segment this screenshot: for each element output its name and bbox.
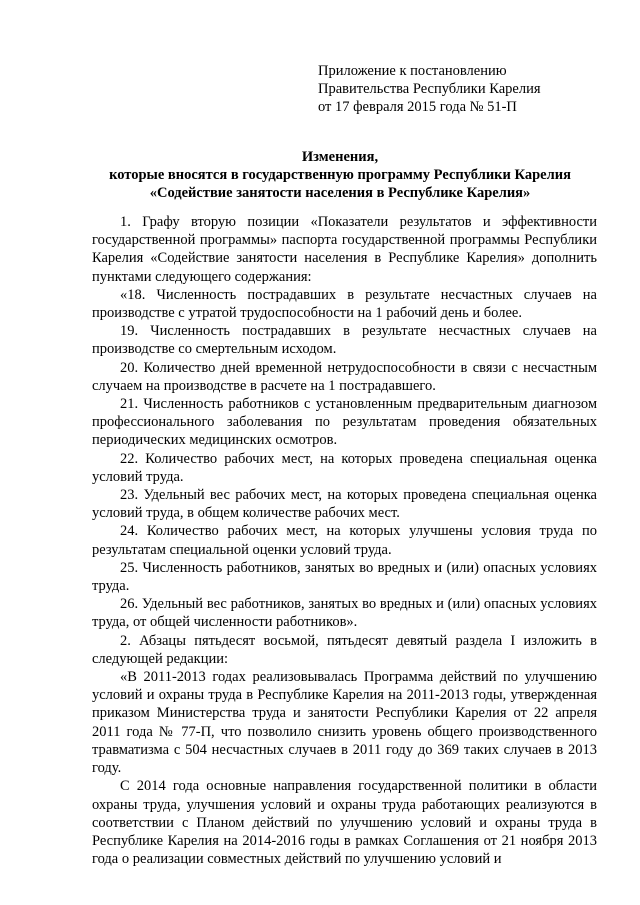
paragraph-point-26: 26. Удельный вес работников, занятых во вредных и (или) опасных условиях труда, от общей численности работников». bbox=[92, 596, 597, 631]
paragraph-point-20: 20. Количество дней временной нетрудоспособности в связи с несчастным случаем на производстве в расчете на 1 пострадавшего. bbox=[92, 359, 597, 394]
attachment-header bbox=[318, 62, 541, 116]
attachment-line-1: Приложение к постановлению bbox=[318, 63, 507, 79]
paragraph-point-22: 22. Количество рабочих мест, на которых проведена специальная оценка условий труда. bbox=[92, 450, 597, 485]
title-line-3: «Содействие занятости населения в Республике Карелия» bbox=[149, 185, 531, 201]
paragraph-point-21: 21. Численность работников с установленным предварительным диагнозом профессионального заболевания по результатам проведения обязательных периодических медицинских осмотров. bbox=[92, 396, 597, 449]
paragraph-item-2: 2. Абзацы пятьдесят восьмой, пятьдесят девятый раздела I изложить в следующей редакции: bbox=[92, 632, 597, 667]
title-line-2: которые вносятся в государственную программу Республики Карелия bbox=[109, 167, 571, 183]
paragraph-point-19: 19. Численность пострадавших в результате несчастных случаев на производстве со смертельным исходом. bbox=[92, 323, 597, 358]
attachment-line-2: Правительства Республики Карелия bbox=[318, 81, 541, 97]
paragraph-point-18: «18. Численность пострадавших в результате несчастных случаев на производстве с утратой трудоспособности на 1 рабочий день и более. bbox=[92, 286, 597, 322]
paragraph-item-1: 1. Графу вторую позиции «Показатели результатов и эффективности государственной программы» паспорта государственной программы Республики Карелия «Содействие занятости населения в Республике Карелия» дополнить пунктами следующего содержания: bbox=[92, 214, 597, 285]
title-line-1: Изменения, bbox=[301, 149, 379, 165]
attachment-line-3: от 17 февраля 2015 года № 51-П bbox=[318, 99, 517, 115]
paragraph-since-2014: С 2014 года основные направления государственной политики в области охраны труда, улучшения условий и охраны труда работающих реализуются в соответствии с Планом действий по улучшению условий и охраны труда в Республике Карелия на 2014-2016 годы в рамках Соглашения от 21 ноября 2013 года о реализации совместных действий по улучшению условий и bbox=[92, 778, 597, 868]
document-title bbox=[80, 148, 600, 202]
paragraph-point-23: 23. Удельный вес рабочих мест, на которых проведена специальная оценка условий труда, в общем количестве рабочих мест. bbox=[92, 487, 597, 522]
paragraph-program-2011: «В 2011-2013 годах реализовывалась Программа действий по улучшению условий и охраны труда в Республике Карелия на 2011-2013 годы, утвержденная приказом Министерства труда и занятости Республики Карелия от 22 апреля 2011 года № 77-П, что позволило снизить уровень общего производственного травматизма с 504 несчастных случаев в 2011 году до 369 таких случаев в 2013 году. bbox=[92, 669, 597, 777]
paragraph-point-24: 24. Количество рабочих мест, на которых улучшены условия труда по результатам специальной оценки условий труда. bbox=[92, 523, 597, 558]
document-body bbox=[92, 213, 597, 868]
paragraph-point-25: 25. Численность работников, занятых во вредных и (или) опасных условиях труда. bbox=[92, 559, 597, 595]
